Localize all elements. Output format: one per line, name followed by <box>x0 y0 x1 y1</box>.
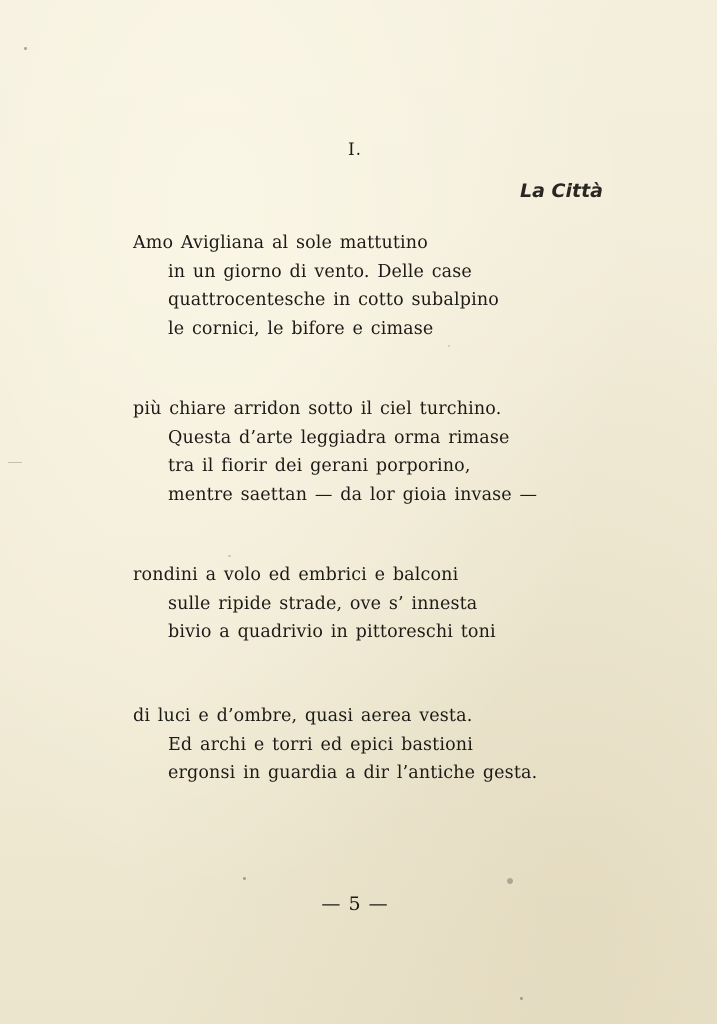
paper-speck <box>8 462 22 463</box>
poem-line: di luci e d’ombre, quasi aerea vesta. <box>133 706 473 726</box>
stanza-4 <box>133 702 603 788</box>
poem-line: Ed archi e torri ed epici bastioni <box>168 734 473 755</box>
poem-line: tra il fiorir dei gerani porporino, <box>168 456 471 476</box>
paper-speck <box>520 997 523 1000</box>
page-number: — 5 — <box>321 893 389 915</box>
stanza-2 <box>133 395 603 509</box>
poem-line: sulle ripide strade, ove s’ innesta <box>168 593 478 614</box>
poem-line: Questa d’arte leggiadra orma rimase <box>168 427 510 448</box>
paper-speck <box>228 555 231 557</box>
poem-line: Amo Avigliana al sole mattutino <box>133 233 428 253</box>
paper-speck <box>243 877 246 880</box>
poem-line: quattrocentesche in cotto subalpino <box>168 290 499 310</box>
stanza-1 <box>133 229 603 343</box>
poem-line: le cornici, le bifore e cimase <box>168 318 434 339</box>
poem-line: più chiare arridon sotto il ciel turchino. <box>133 399 502 419</box>
poem-line: in un giorno di vento. Delle case <box>168 261 472 282</box>
paper-speck <box>448 345 450 347</box>
poem-line: mentre saettan — da lor gioia invase — <box>168 484 538 505</box>
poem-line: bivio a quadrivio in pittoreschi toni <box>168 622 496 642</box>
poem-line: rondini a volo ed embrici e balconi <box>133 565 459 585</box>
paper-speck <box>507 878 513 884</box>
paper-speck <box>24 47 27 50</box>
stanza-3 <box>133 561 603 647</box>
poem-title: La Città <box>520 180 603 202</box>
poem-line: ergonsi in guardia a dir l’antiche gesta. <box>168 763 538 783</box>
section-number: I. <box>347 140 363 160</box>
